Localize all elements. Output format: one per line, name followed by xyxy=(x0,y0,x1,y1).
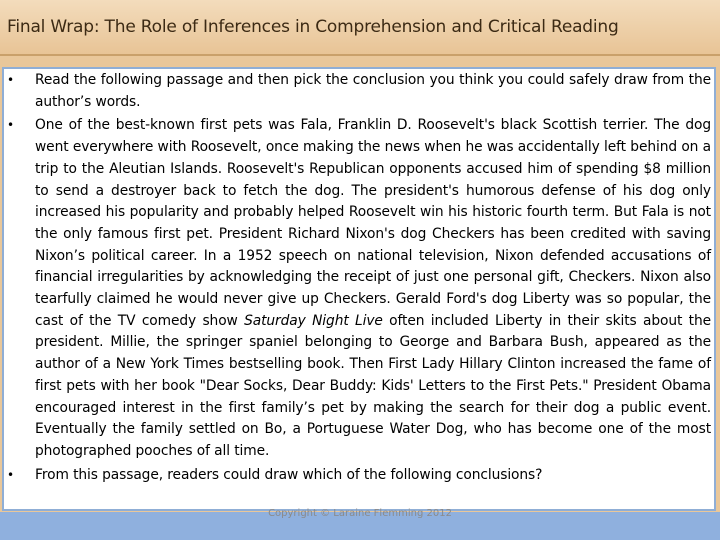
passage-text: One of the best-known first pets was Fala, Franklin D. Roosevelt's black Scottish terrier. The dog went everywhere with Roosevelt, once making the news when he was accidentally left behind on a trip to the Aleutian Islands. Roosevelt's Republican opponents accused him of spending $8 million to send a destroyer back to fetch the dog. The president's humorous defense of his dog only increased his popularity and probably helped Roosevelt win his historic fourth term. But Fala is not the only famous first pet. President Richard Nixon's dog Checkers has been credited with saving Nixon’s political career. In a 1952 speech on national television, Nixon defended accusations of financial irregularities by acknowledging the receipt of just one personal gift, Checkers. Nixon also tearfully claimed he would never give up Checkers. Gerald Ford's dog Liberty was so popular, the cast of the TV comedy show xyxy=(35,117,711,329)
bullet-marker: • xyxy=(7,118,15,133)
copyright-footer: Copyright © Laraine Flemming 2012 xyxy=(268,508,452,519)
slide-title: Final Wrap: The Role of Inferences in Comprehension and Critical Reading xyxy=(7,17,619,37)
title-bar xyxy=(0,0,720,56)
bullet-text xyxy=(35,70,716,113)
bullet-item xyxy=(0,70,716,113)
bullet-item xyxy=(0,465,716,487)
bullet-item xyxy=(0,115,716,462)
passage-text: Read the following passage and then pick the conclusion you think you could safely draw from the author’s words. xyxy=(35,72,711,110)
bullet-marker: • xyxy=(7,467,15,482)
bullet-text xyxy=(35,465,716,487)
bullet-list xyxy=(0,70,716,486)
bullet-marker: • xyxy=(7,73,15,87)
italic-title-text: Saturday Night Live xyxy=(244,312,383,329)
passage-text: From this passage, readers could draw which of the following conclusions? xyxy=(35,466,543,483)
bullet-text xyxy=(35,115,716,462)
passage-text: often included Liberty in their skits about the president. Millie, the springer spaniel belonging to George and Barbara Bush, appeared as the author of a New York Times bestselling book. Then First Lady Hillary Clinton increased the fame of first pets with her book "Dear Socks, Dear Buddy: Kids' Letters to the First Pets." President Obama encouraged interest in the first family’s pet by making the search for their dog a public event. Eventually the family settled on Bo, a Portuguese Water Dog, who has become one of the most photographed pooches of all time. xyxy=(35,312,711,459)
